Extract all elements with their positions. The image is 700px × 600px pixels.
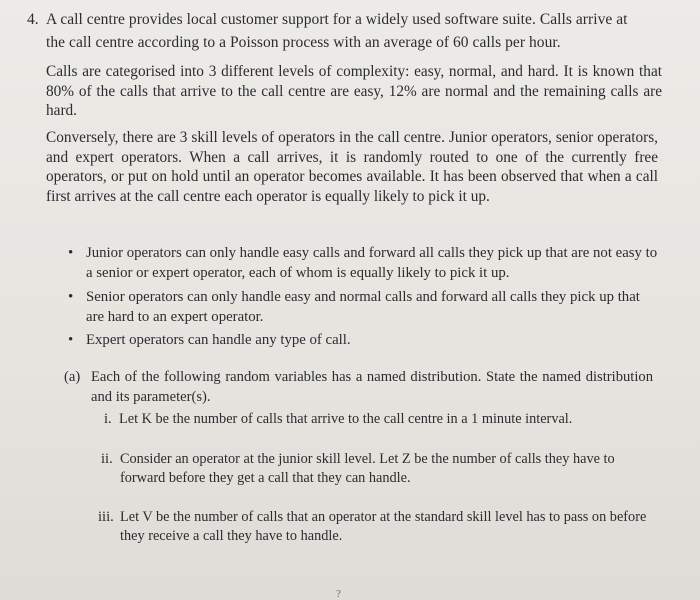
bullet-dot-1: • bbox=[68, 245, 74, 261]
part-a-label: (a) bbox=[64, 369, 81, 385]
part-a-text: Each of the following random variables has a named distribution. State the named distribution and its parameter(s). bbox=[91, 369, 653, 405]
question-intro-line-2: the call centre according to a Poisson process with an average of 60 calls per hour. bbox=[46, 34, 561, 51]
bullet-dot-2: • bbox=[68, 289, 74, 305]
item-iii-text: Let V be the number of calls that an operator at the standard skill level has to pass on before they receive a call they have to handle. bbox=[120, 509, 647, 544]
item-ii-marker: ii. bbox=[101, 451, 113, 467]
item-ii-text: Consider an operator at the junior skill level. Let Z be the number of calls they have to forward before they get a call that they can handle. bbox=[120, 451, 615, 486]
bullet-dot-3: • bbox=[68, 332, 74, 348]
operators-paragraph: Conversely, there are 3 skill levels of operators in the call centre. Junior operators, senior operators, and expert operators. When a call arrives, it is randomly routed to one of the currently free operators, or put on hold until an operator becomes available. It has been observed that when a call first arrives at the call centre each operator is equally likely to pick it up. bbox=[46, 129, 658, 205]
item-i-marker: i. bbox=[104, 411, 112, 427]
bullet-item-junior: Junior operators can only handle easy calls and forward all calls they pick up that are not easy to a senior or expert operator, each of whom is equally likely to pick it up. bbox=[86, 245, 658, 281]
question-number: 4. bbox=[27, 11, 39, 28]
bullet-item-senior: Senior operators can only handle easy and normal calls and forward all calls they pick up that are hard to an expert operator. bbox=[86, 289, 640, 325]
question-intro-line-1: A call centre provides local customer support for a widely used software suite. Calls arrive at bbox=[46, 11, 628, 28]
bullet-item-expert: Expert operators can handle any type of call. bbox=[86, 332, 351, 348]
item-i-text: Let K be the number of calls that arrive to the call centre in a 1 minute interval. bbox=[119, 411, 573, 427]
complexity-paragraph: Calls are categorised into 3 different levels of complexity: easy, normal, and hard. It is known that 80% of the calls that arrive to the call centre are easy, 12% are normal and the remaining calls are hard. bbox=[46, 63, 662, 119]
item-iii-marker: iii. bbox=[98, 509, 114, 525]
page-footer-mark: ? bbox=[336, 588, 341, 600]
